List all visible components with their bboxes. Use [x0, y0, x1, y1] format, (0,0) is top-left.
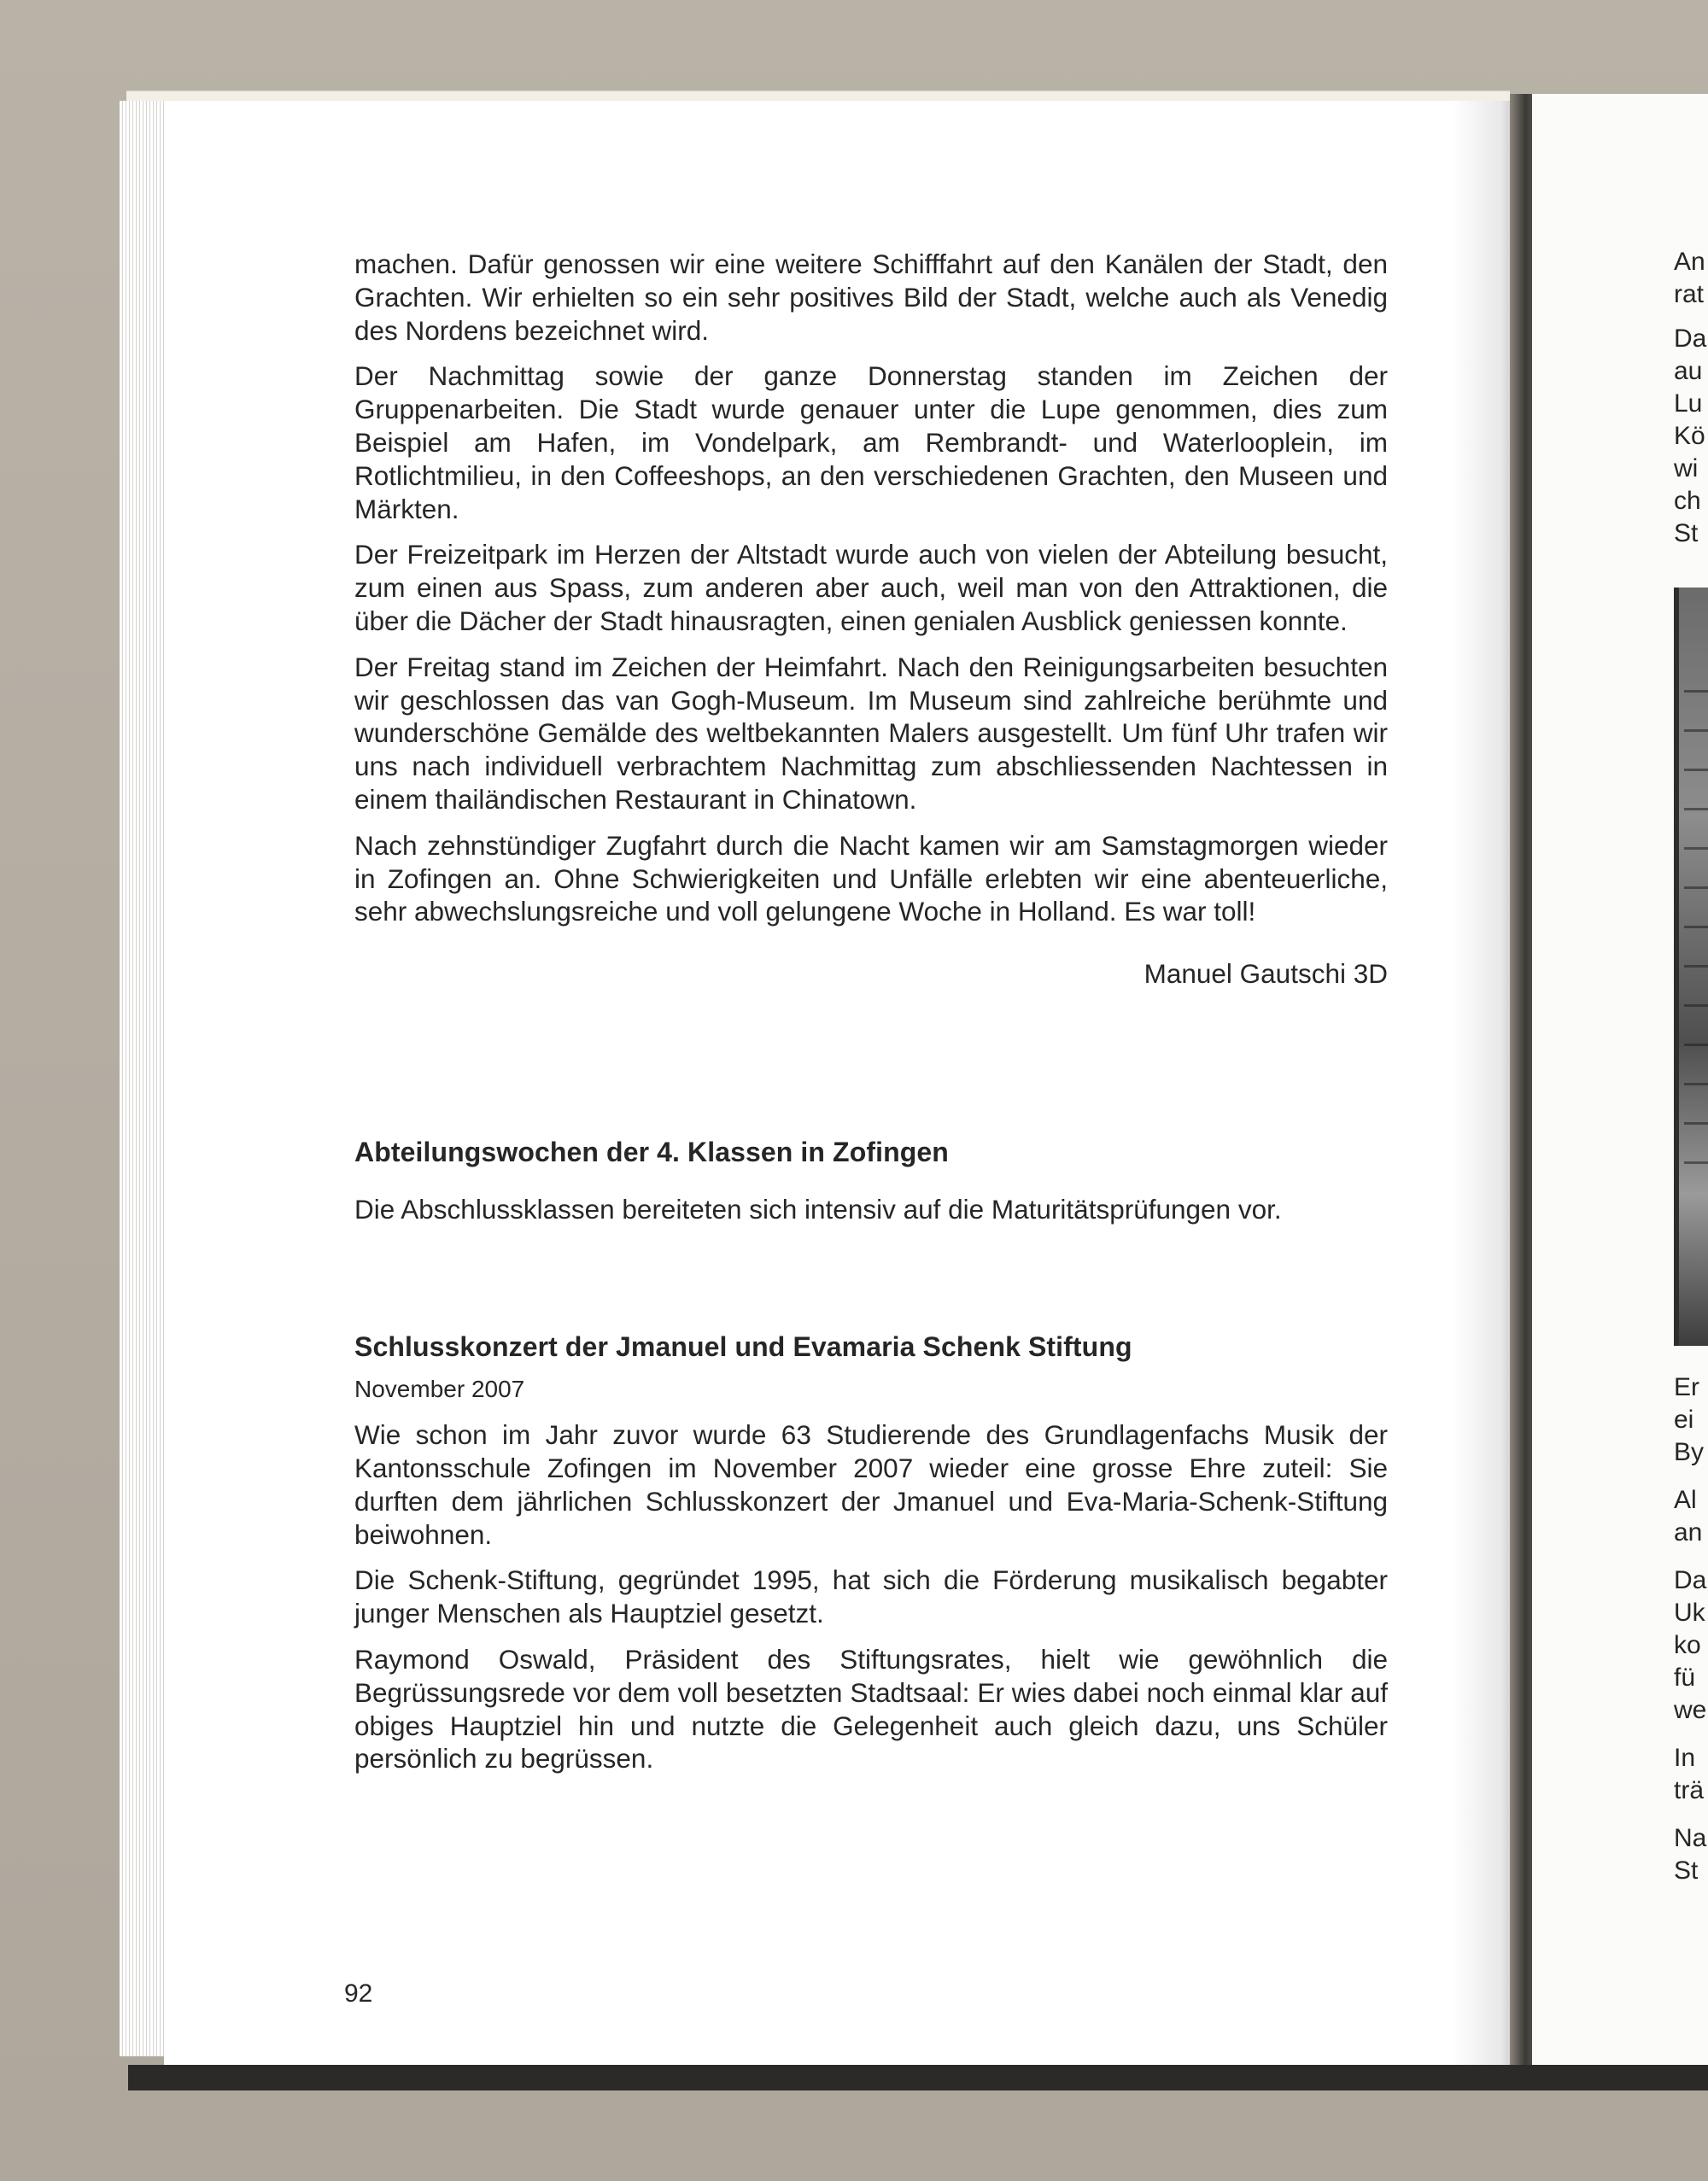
right-fragment: St [1674, 1856, 1699, 1885]
right-page [1532, 94, 1708, 2065]
right-fragment: Na [1674, 1824, 1707, 1852]
page-stack-edges [120, 101, 169, 2056]
right-fragment: Er [1674, 1373, 1699, 1401]
right-fragment: An [1674, 248, 1705, 276]
paragraph: Die Schenk-Stiftung, gegründet 1995, hat sich die Förderung musikalisch begabter junger Menschen als Hauptziel gesetzt. [354, 1564, 1388, 1629]
right-fragment: Lu [1674, 389, 1703, 418]
right-fragment: an [1674, 1518, 1703, 1547]
right-fragment: ei [1674, 1406, 1694, 1434]
paragraph: machen. Dafür genossen wir eine weitere Schifffahrt auf den Kanälen der Stadt, den Grachten. Wir erhielten so ein sehr positives Bild der Stadt, welche auch als Venedig des Nordens bezeichnet wird. [354, 249, 1388, 346]
right-fragment: trä [1674, 1776, 1705, 1804]
paragraph: Der Freizeitpark im Herzen der Altstadt wurde auch von vielen der Abteilung besucht, zum einen aus Spass, zum anderen aber auch, weil man von den Attraktionen, die über die Dächer der Stadt hinausragten, einen genialen Ausblick geniessen konnte. [354, 539, 1388, 636]
page-number: 92 [344, 1979, 373, 2008]
right-fragment: fü [1674, 1664, 1696, 1692]
right-fragment: Kö [1674, 422, 1705, 450]
right-page-photo [1674, 588, 1708, 1346]
section-date: November 2007 [354, 1376, 525, 1403]
paragraph: Die Abschlussklassen bereiteten sich intensiv auf die Maturitätsprüfungen vor. [354, 1193, 1282, 1225]
right-fragment: rat [1674, 280, 1705, 308]
right-fragment: wi [1674, 454, 1699, 482]
right-fragment: au [1674, 357, 1703, 385]
paragraph: Wie schon im Jahr zuvor wurde 63 Studierende des Grundlagenfachs Musik der Kantonsschule Zofingen im November 2007 wieder eine grosse Ehre zuteil: Sie durften dem jährlichen Schlusskonzert der Jmanuel und Eva-Maria-Schenk-Stiftung beiwohnen. [354, 1419, 1388, 1550]
right-fragment: ch [1674, 487, 1701, 515]
right-fragment: Al [1674, 1486, 1697, 1514]
article-body [354, 248, 1388, 1788]
right-fragment: we [1674, 1696, 1707, 1724]
right-fragment: Da [1674, 325, 1707, 353]
right-fragment: ko [1674, 1631, 1701, 1659]
right-fragment: In [1674, 1744, 1696, 1772]
section-heading: Schlusskonzert der Jmanuel und Evamaria Schenk Stiftung [354, 1330, 1132, 1362]
paragraph: Raymond Oswald, Präsident des Stiftungsrates, hielt wie gewöhnlich die Begrüssungsrede vor dem voll besetzten Stadtsaal: Er wies dabei noch einmal klar auf obiges Hauptziel hin und nutzte die Gelegenheit auch gleich dazu, uns Schüler persönlich zu begrüssen. [354, 1643, 1388, 1775]
book-bottom-board [128, 2065, 1708, 2090]
right-fragment: Da [1674, 1566, 1707, 1594]
right-fragment: By [1674, 1438, 1705, 1466]
right-fragment: Uk [1674, 1599, 1705, 1627]
author-signature: Manuel Gautschi 3D [1144, 958, 1388, 990]
paragraph: Nach zehnstündiger Zugfahrt durch die Nacht kamen wir am Samstagmorgen wieder in Zofingen an. Ohne Schwierigkeiten und Unfälle erlebten wir eine abenteuerliche, sehr abwechslungsreiche und voll gelungene Woche in Holland. Es war toll! [354, 829, 1388, 927]
paragraph: Der Nachmittag sowie der ganze Donnerstag standen im Zeichen der Gruppenarbeiten. Die Stadt wurde genauer unter die Lupe genommen, dies zum Beispiel am Hafen, im Vondelpark, am Rembrandt- und Waterlooplein, im Rotlichtmilieu, in den Coffeeshops, an den verschiedenen Grachten, den Museen und Märkten. [354, 360, 1388, 524]
paragraph: Der Freitag stand im Zeichen der Heimfahrt. Nach den Reinigungsarbeiten besuchten wir geschlossen das van Gogh-Museum. Im Museum sind zahlreiche berühmte und wunderschöne Gemälde des weltbekannten Malers ausgestellt. Um fünf Uhr trafen wir uns nach individuell verbrachtem Nachmittag zum abschliessenden Nachtessen in einem thailändischen Restaurant in Chinatown. [354, 651, 1388, 815]
right-fragment: St [1674, 519, 1699, 547]
section-heading: Abteilungswochen der 4. Klassen in Zofingen [354, 1136, 949, 1167]
